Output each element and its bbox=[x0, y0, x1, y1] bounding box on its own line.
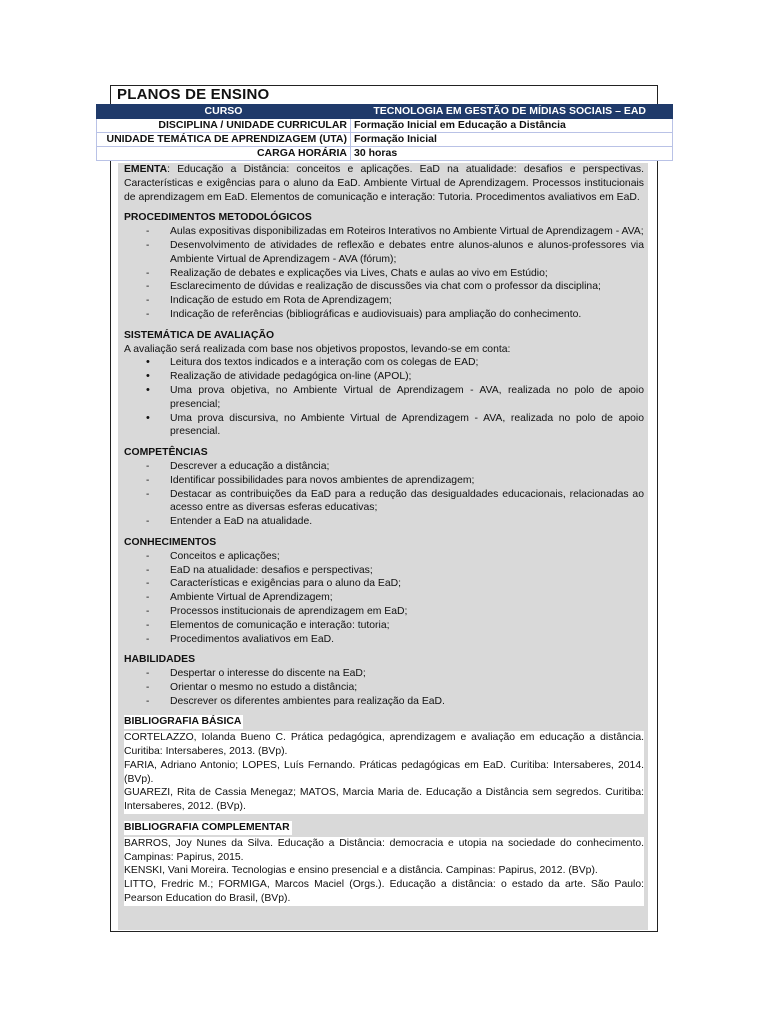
course-header-table bbox=[96, 104, 673, 161]
ementa-label: EMENTA bbox=[124, 164, 168, 175]
list-item: • Uma prova objetiva, no Ambiente Virtual de Aprendizagem - AVA, realizada no polo de apoio presencial; bbox=[124, 384, 644, 412]
bib-basica-list bbox=[124, 731, 644, 814]
list-item: - Descrever a educação a distância; bbox=[124, 460, 644, 474]
list-item: - Ambiente Virtual de Aprendizagem; bbox=[124, 591, 644, 605]
list-item: - Esclarecimento de dúvidas e realização de discussões via chat com o professor da disciplina; bbox=[124, 280, 644, 294]
header-row-label: DISCIPLINA / UNIDADE CURRICULAR bbox=[97, 119, 351, 133]
header-row-label: CARGA HORÁRIA bbox=[97, 147, 351, 161]
habilidades-section bbox=[124, 653, 644, 708]
section-title: BIBLIOGRAFIA COMPLEMENTAR bbox=[124, 822, 290, 834]
list-item: FARIA, Adriano Antonio; LOPES, Luís Fernando. Práticas pedagógicas em EaD. Curitiba: Intersaberes, 2014. (BVp). bbox=[124, 759, 644, 785]
list-item: - Indicação de referências (bibliográficas e audiovisuais) para ampliação do conhecimento. bbox=[124, 308, 644, 322]
list-item: - Identificar possibilidades para novos ambientes de aprendizagem; bbox=[124, 474, 644, 488]
avaliacao-section bbox=[124, 329, 644, 439]
list-item: - Aulas expositivas disponibilizadas em Roteiros Interativos no Ambiente Virtual de Aprendizagem - AVA; bbox=[124, 225, 644, 239]
list-item: - Características e exigências para o aluno da EaD; bbox=[124, 577, 644, 591]
list-item: - EaD na atualidade: desafios e perspectivas; bbox=[124, 564, 644, 578]
header-row bbox=[97, 133, 673, 147]
header-row bbox=[97, 147, 673, 161]
course-label: CURSO bbox=[97, 105, 351, 119]
list-item: • Realização de atividade pedagógica on-line (APOL); bbox=[124, 370, 644, 384]
list-item: - Orientar o mesmo no estudo a distância; bbox=[124, 681, 644, 695]
list-item: - Entender a EaD na atualidade. bbox=[124, 515, 644, 529]
list-item: - Processos institucionais de aprendizagem em EaD; bbox=[124, 605, 644, 619]
bib-basica-section bbox=[124, 715, 644, 814]
header-row-value: Formação Inicial em Educação a Distância bbox=[351, 119, 673, 133]
list-item: - Conceitos e aplicações; bbox=[124, 550, 644, 564]
list-item: CORTELAZZO, Iolanda Bueno C. Prática pedagógica, aprendizagem e avaliação em educação a distância. Curitiba: Intersaberes, 2013. (BVp). bbox=[124, 732, 644, 758]
list-item: - Descrever os diferentes ambientes para realização da EaD. bbox=[124, 695, 644, 709]
list-item: GUAREZI, Rita de Cassia Menegaz; MATOS, Marcia Maria de. Educação a Distância sem segredos. Curitiba: Intersaberes, 2012. (BVp). bbox=[124, 787, 644, 813]
list-item: • Leitura dos textos indicados e a interação com os colegas de EAD; bbox=[124, 356, 644, 370]
procedimentos-list bbox=[124, 225, 644, 322]
competencias-section bbox=[124, 446, 644, 529]
ementa-text: : Educação a Distância: conceitos e aplicações. EaD na atualidade: desafios e perspectivas. Características e exigências para o aluno da EaD. Ambiente Virtual de Aprendizagem. Processos institucionais de aprendizagem em EaD. Elementos de comunicação e interação: Tutoria. Procedimentos avaliativos em EaD. bbox=[124, 164, 644, 203]
ementa-paragraph bbox=[124, 163, 644, 204]
list-item: KENSKI, Vani Moreira. Tecnologias e ensino presencial e a distância. Campinas: Papirus, 2012. (BVp). bbox=[124, 865, 598, 877]
header-row-value: Formação Inicial bbox=[351, 133, 673, 147]
header-row bbox=[97, 119, 673, 133]
procedimentos-section bbox=[124, 211, 644, 321]
list-item: - Indicação de estudo em Rota de Aprendizagem; bbox=[124, 294, 644, 308]
plan-content bbox=[124, 163, 644, 906]
course-value: TECNOLOGIA EM GESTÃO DE MÍDIAS SOCIAIS – EAD bbox=[351, 105, 673, 119]
section-title: CONHECIMENTOS bbox=[124, 536, 217, 548]
list-item: - Elementos de comunicação e interação: tutoria; bbox=[124, 619, 644, 633]
list-item: - Despertar o interesse do discente na EaD; bbox=[124, 667, 644, 681]
section-title: HABILIDADES bbox=[124, 654, 196, 666]
list-item: LITTO, Fredric M.; FORMIGA, Marcos Maciel (Orgs.). Educação a distância: o estado da arte. São Paulo: Pearson Education do Brasil, (BVp). bbox=[124, 879, 644, 905]
header-row-label: UNIDADE TEMÁTICA DE APRENDIZAGEM (UTA) bbox=[97, 133, 351, 147]
avaliacao-intro: A avaliação será realizada com base nos objetivos propostos, levando-se em conta: bbox=[124, 343, 511, 355]
list-item: BARROS, Joy Nunes da Silva. Educação a Distância: democracia e utopia na sociedade do conhecimento. Campinas: Papirus, 2015. bbox=[124, 837, 644, 863]
conhecimentos-list bbox=[124, 550, 644, 647]
list-item: - Destacar as contribuições da EaD para a redução das desigualdades educacionais, relacionadas ao acesso entre as diversas esferas educativas; bbox=[124, 488, 644, 516]
section-title: SISTEMÁTICA DE AVALIAÇÃO bbox=[124, 329, 275, 341]
course-row bbox=[97, 105, 673, 119]
page-title: PLANOS DE ENSINO bbox=[117, 86, 270, 103]
list-item: - Procedimentos avaliativos em EaD. bbox=[124, 633, 644, 647]
avaliacao-list bbox=[124, 356, 644, 439]
header-row-value: 30 horas bbox=[351, 147, 673, 161]
bib-complementar-list bbox=[124, 837, 644, 906]
competencias-list bbox=[124, 460, 644, 529]
habilidades-list bbox=[124, 667, 644, 708]
bib-complementar-section bbox=[124, 821, 644, 906]
list-item: - Desenvolvimento de atividades de reflexão e debates entre alunos-alunos e alunos-professores via Ambiente Virtual de Aprendizagem - AVA (fórum); bbox=[124, 239, 644, 267]
section-title: BIBLIOGRAFIA BÁSICA bbox=[124, 716, 242, 728]
list-item: • Uma prova discursiva, no Ambiente Virtual de Aprendizagem - AVA, realizada no polo de apoio presencial. bbox=[124, 412, 644, 440]
list-item: - Realização de debates e explicações via Lives, Chats e aulas ao vivo em Estúdio; bbox=[124, 267, 644, 281]
section-title: COMPETÊNCIAS bbox=[124, 447, 208, 459]
section-title: PROCEDIMENTOS METODOLÓGICOS bbox=[124, 212, 312, 224]
conhecimentos-section bbox=[124, 536, 644, 646]
